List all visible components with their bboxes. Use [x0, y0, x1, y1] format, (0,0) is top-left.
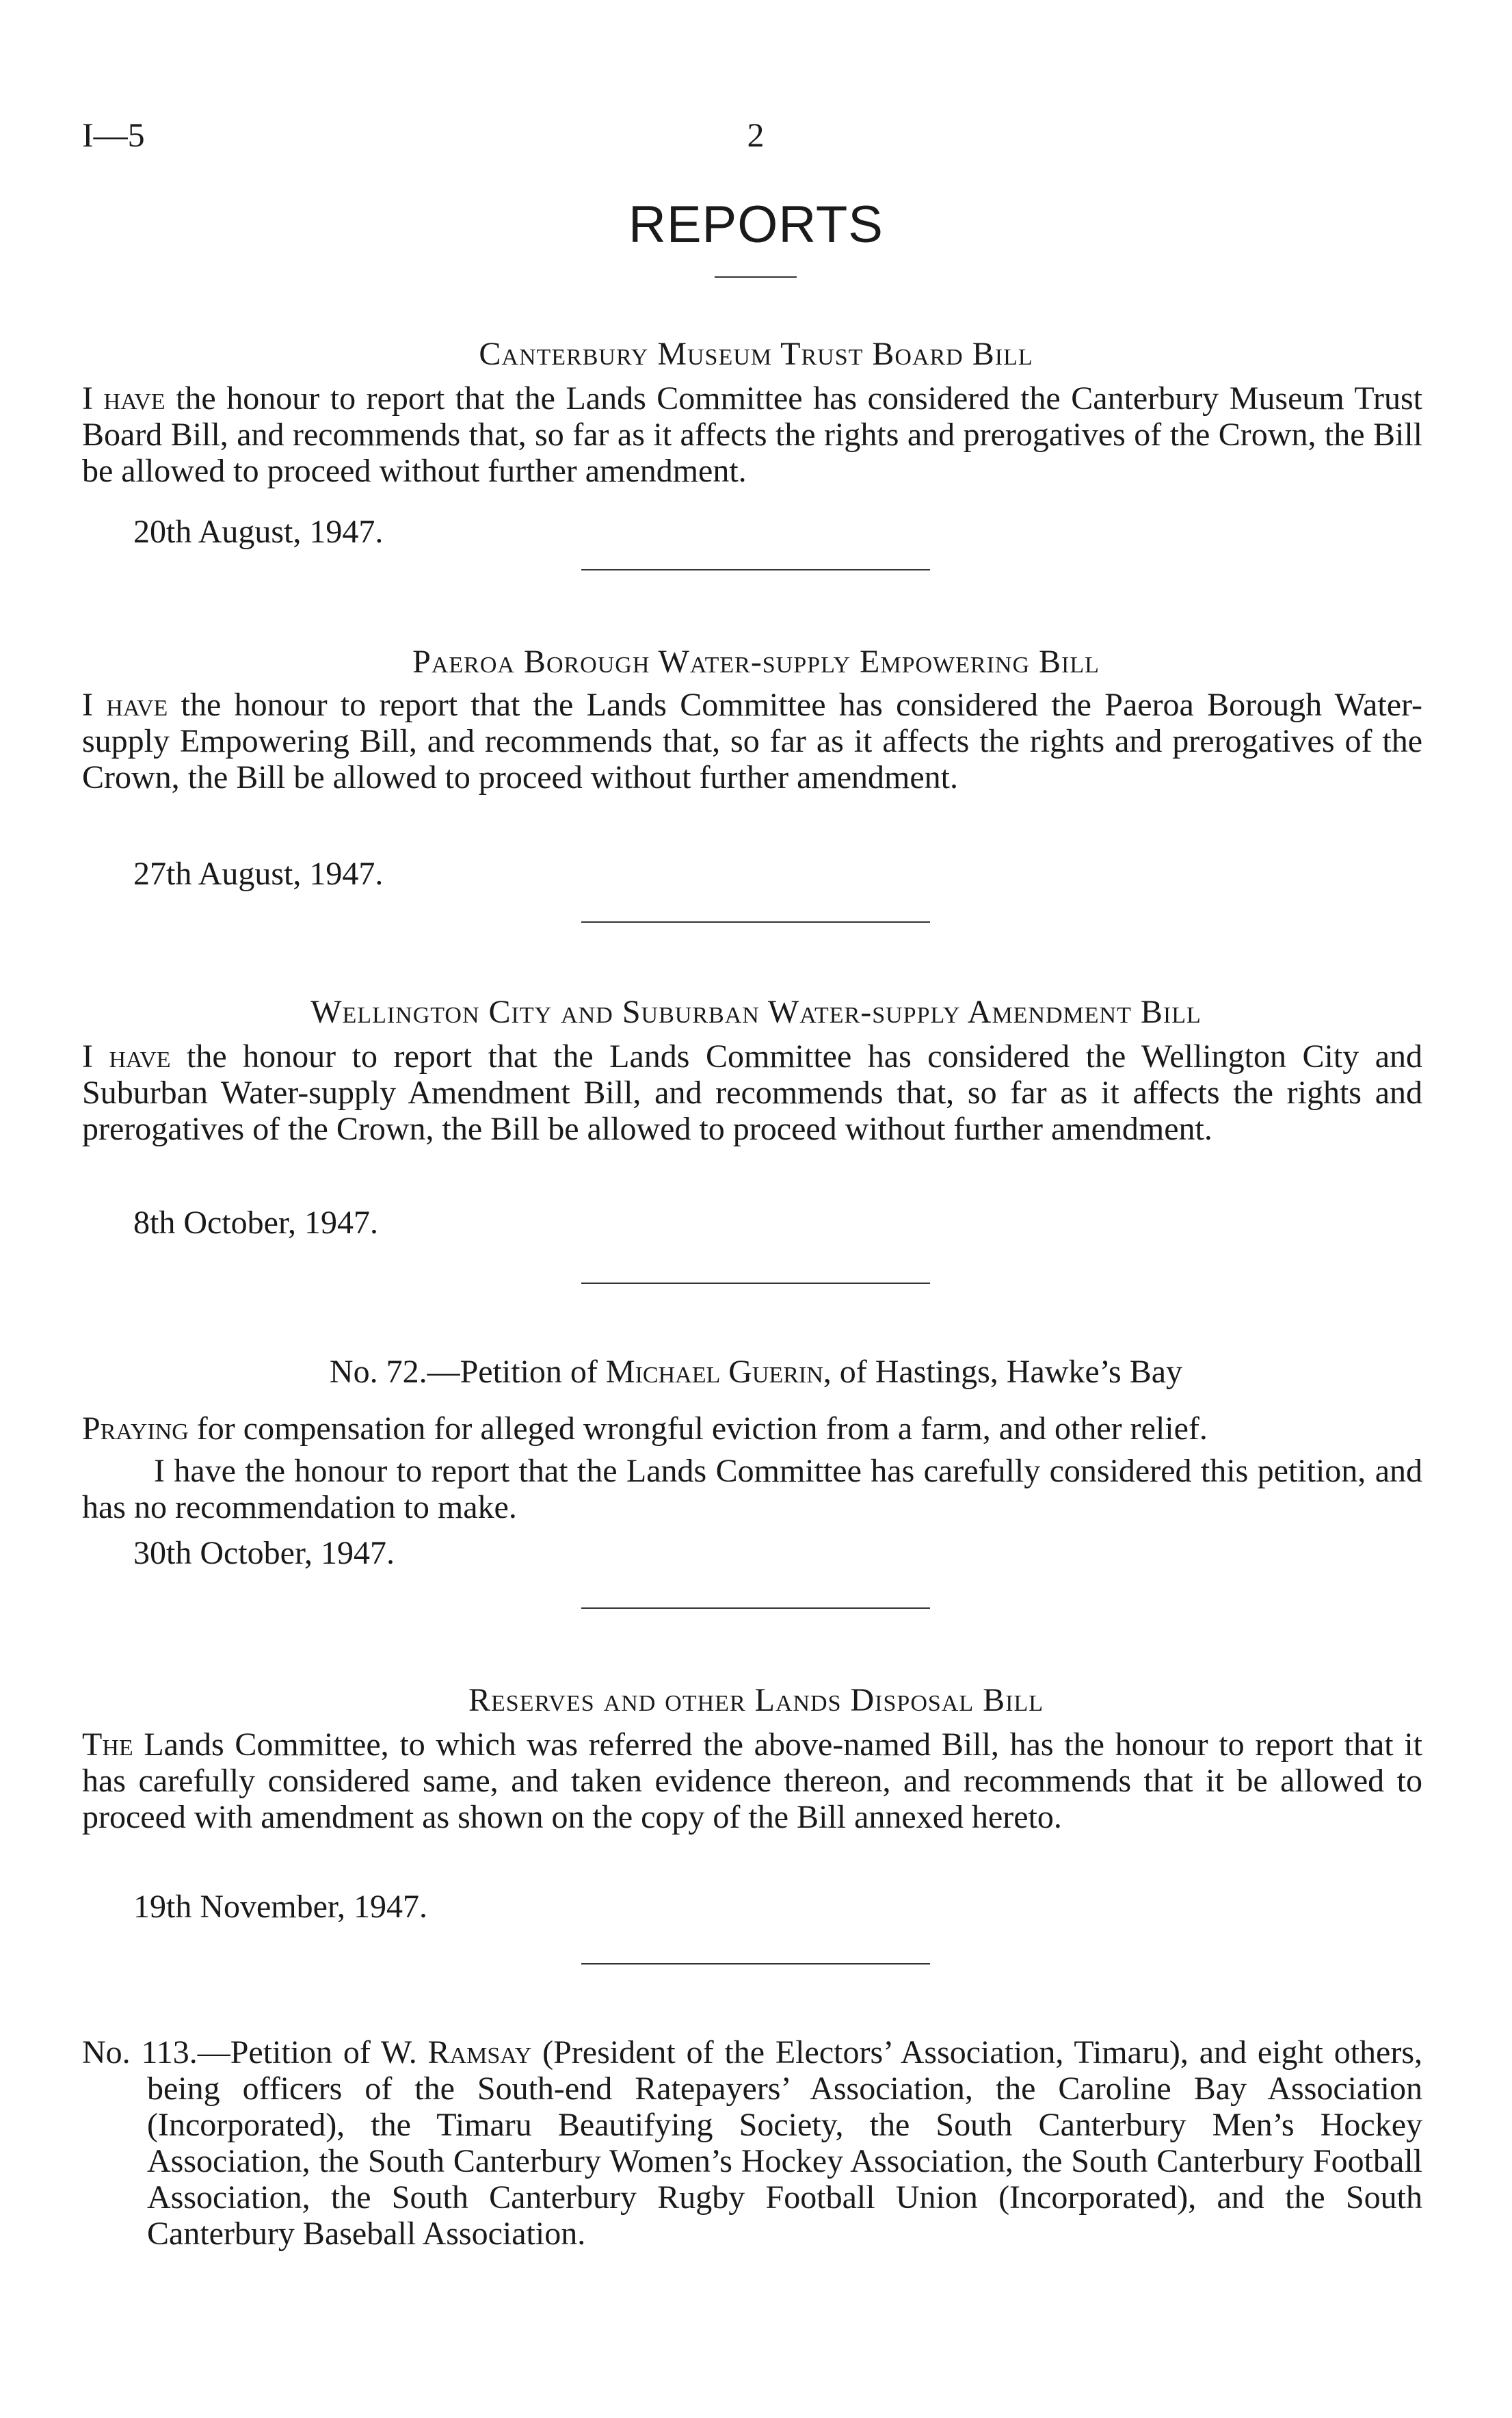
petition-heading	[0, 1353, 1512, 1391]
section-body	[82, 380, 1422, 489]
section-divider	[581, 569, 930, 570]
section-lead: I have	[82, 1038, 171, 1075]
petition-prefix: No. 113.—Petition of W.	[82, 2034, 428, 2071]
section-divider	[581, 1607, 930, 1609]
page-number: 2	[747, 116, 765, 154]
section-heading: Reserves and other Lands Disposal Bill	[468, 1682, 1044, 1718]
section-divider	[581, 921, 930, 923]
petitioner-name: Michael Guerin	[605, 1354, 823, 1390]
section-text: Lands Committee, to which was referred the above-named Bill, has the honour to report that it has carefully considered same, and taken evidence thereon, and recommends that it be allowed to proceed with amendment as shown on the copy of the Bill annexed hereto.	[82, 1726, 1422, 1835]
petition-113	[82, 2034, 1422, 2252]
section-divider	[581, 1283, 930, 1284]
petitioner-name: Ramsay	[427, 2034, 532, 2071]
prayer-lead: Praying	[82, 1410, 189, 1447]
prayer-text: for compensation for alleged wrongful eviction from a farm, and other relief.	[188, 1410, 1208, 1447]
petition-date: 30th October, 1947.	[133, 1535, 395, 1571]
section-date: 20th August, 1947.	[133, 514, 384, 550]
section-text: the honour to report that the Lands Committee has considered the Wellington City and Suburban Water-supply Amendment Bill, and recommends that, so far as it affects the rights and prerogatives of the Crown, the Bill be allowed to proceed without further amendment.	[82, 1038, 1422, 1147]
petition-report: I have the honour to report that the Lands Committee has carefully considered this petition, and has no recommendation to make.	[82, 1453, 1422, 1525]
section-date: 27th August, 1947.	[133, 856, 384, 892]
section-date: 8th October, 1947.	[133, 1205, 379, 1241]
section-heading: Canterbury Museum Trust Board Bill	[479, 336, 1033, 372]
section-date: 19th November, 1947.	[133, 1889, 428, 1925]
page-title: REPORTS	[628, 196, 884, 254]
section-lead: I have	[82, 380, 165, 417]
section-heading: Paeroa Borough Water-supply Empowering Bill	[412, 644, 1100, 680]
section-text: the honour to report that the Lands Committee has considered the Paeroa Borough Water-supply Empowering Bill, and recommends that, so far as it affects the rights and prerogatives of the Crown, the Bill be allowed to proceed without further amendment.	[82, 687, 1423, 796]
section-divider	[581, 1963, 930, 1964]
document-id: I—5	[82, 116, 145, 154]
section-body	[82, 687, 1422, 796]
section-lead: The	[82, 1726, 133, 1763]
section-body	[82, 1038, 1422, 1147]
petition-text: (President of the Electors’ Association, Timaru), and eight others, being officers of the South-end Ratepayers’ Association, the Caroline Bay Association (Incorporated), the Timaru Beautifying Society, the South Canterbury Men’s Hockey Association, the South Canterbury Women’s Hockey Association, the South Canterbury Football Association, the South Canterbury Rugby Football Union (Incorporated), and the South Canterbury Baseball Association.	[147, 2034, 1422, 2252]
title-rule	[715, 276, 797, 278]
petition-heading-suffix: , of Hastings, Hawke’s Bay	[823, 1354, 1183, 1390]
section-text: the honour to report that the Lands Committee has considered the Canterbury Museum Trust Board Bill, and recommends that, so far as it affects the rights and prerogatives of the Crown, the Bill be allowed to proceed without further amendment.	[82, 380, 1423, 489]
section-lead: I have	[82, 687, 168, 723]
petition-heading-prefix: No. 72.—Petition of	[329, 1354, 606, 1390]
section-body	[82, 1726, 1422, 1835]
petition-prayer	[82, 1410, 1422, 1447]
section-heading: Wellington City and Suburban Water-supply Amendment Bill	[310, 994, 1202, 1030]
